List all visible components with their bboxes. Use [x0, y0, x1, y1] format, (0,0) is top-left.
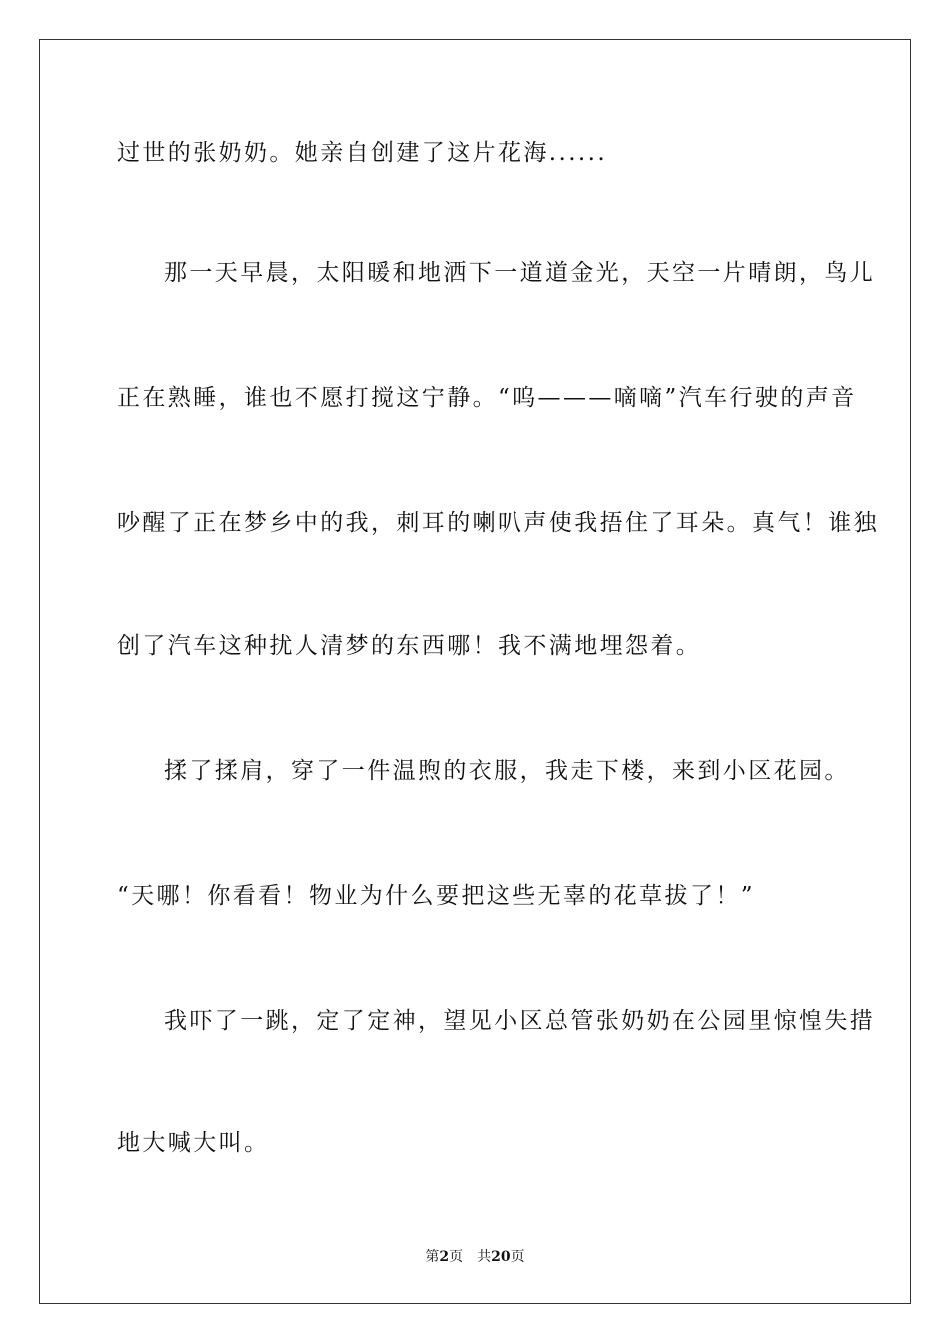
page-suffix: 页 [449, 1249, 464, 1265]
text-line: 过世的张奶奶。她亲自创建了这片花海...... [117, 140, 608, 166]
page-border [39, 39, 911, 1304]
page-prefix: 第 [425, 1249, 440, 1265]
total-prefix: 共 [477, 1249, 492, 1265]
text-line: “天哪！你看看！物业为什么要把这些无辜的花草拔了！” [117, 883, 755, 909]
text-line: 吵醒了正在梦乡中的我，刺耳的喇叭声使我捂住了耳朵。真气！谁独 [117, 510, 879, 536]
total-pages: 20 [491, 1249, 511, 1265]
text-line: 地大喊大叫。 [117, 1130, 270, 1156]
paragraph-line: 那一天早晨，太阳暖和地洒下一道道金光，天空一片晴朗，鸟儿 [164, 260, 876, 286]
paragraph-line: 揉了揉肩，穿了一件温煦的衣服，我走下楼，来到小区花园。 [164, 758, 850, 784]
page-number: 2 [439, 1249, 450, 1265]
text-line: 创了汽车这种扰人清梦的东西哪！我不满地埋怨着。 [117, 633, 702, 659]
page-footer [0, 1248, 950, 1266]
total-suffix: 页 [510, 1249, 525, 1265]
paragraph-line: 我吓了一跳，定了定神，望见小区总管张奶奶在公园里惊惶失措 [164, 1008, 876, 1034]
text-line: 正在熟睡，谁也不愿打搅这宁静。“呜———嘀嘀”汽车行驶的声音 [117, 385, 857, 411]
